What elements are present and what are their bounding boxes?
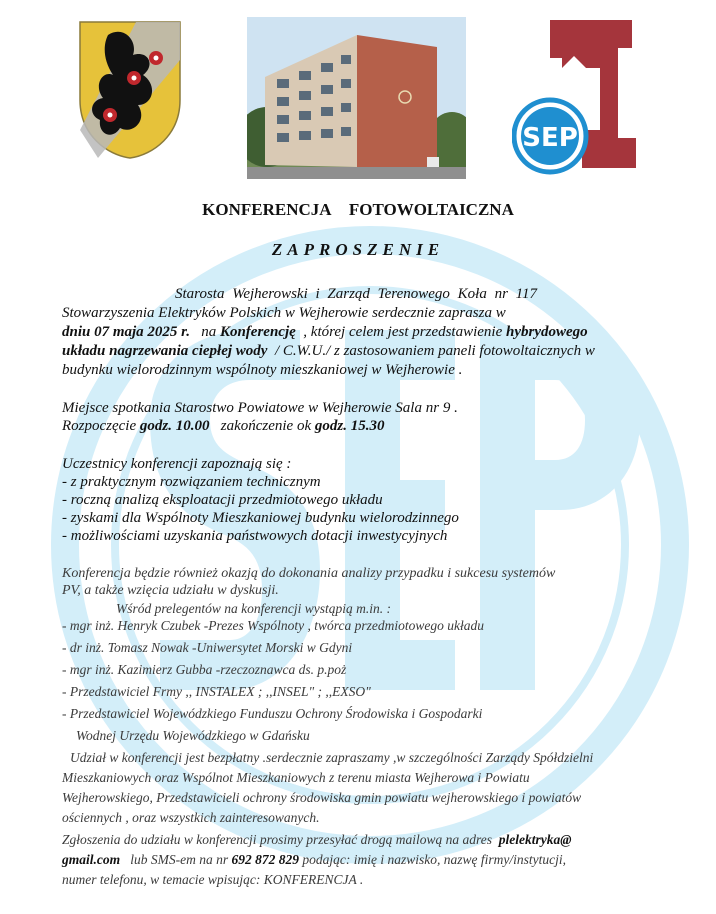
speaker-item: - Przedstawiciel Frmy ,, INSTALEX ; ,,INSEL" ; ,,EXSO": [62, 684, 371, 699]
registration-line-3: numer telefonu, w temacie wpisując: KONFERENCJA .: [62, 872, 364, 887]
intro-heating: agrzewania ciepłej wody: [117, 343, 268, 359]
intro-uklad: układu n: [62, 343, 118, 359]
apartment-building-photo: [247, 17, 466, 179]
speaker-item: - mgr inż. Henryk Czubek -Prezes Wspólnoty , twórca przedmiotowego układu: [62, 618, 484, 633]
speaker-item: - dr inż. Tomasz Nowak -Uniwersytet Morski w Gdyni: [62, 640, 353, 655]
phone-number: 692 872 829: [231, 852, 299, 867]
intro-purpose: , której celem jest przedstawienie: [303, 324, 503, 340]
meeting-time: [62, 418, 384, 435]
topic-item: - roczną analizą eksploatacji przedmiotowego układu: [62, 492, 383, 508]
speaker-item: - mgr inż. Kazimierz Gubba -rzeczoznawca ds. p.poż: [62, 662, 347, 677]
intro-line-1: Starosta Wejherowski i Zarząd Terenowego Koła nr 117: [175, 286, 538, 302]
intro-konferencja: Konferencję: [219, 324, 296, 340]
meeting-place: Miejsce spotkania Starostwo Powiatowe w Wejherowie Sala nr 9 .: [62, 400, 458, 416]
conference-date: dniu 07 maja 2025 r.: [62, 324, 190, 340]
topic-item: - z praktycznym rozwiązaniem technicznym: [62, 474, 321, 490]
speakers-intro: Wśród prelegentów na konferencji wystąpią m.in. :: [116, 601, 391, 616]
speaker-item: - Przedstawiciel Wojewódzkiego Funduszu Ochrony Środowiska i Gospodarki: [62, 706, 483, 721]
intro-cwu: / C.W.U./ z zastosowaniem paneli fotowoltaicznych w: [274, 343, 595, 359]
sms-label: lub SMS-em na nr: [130, 852, 229, 867]
speaker-item: Wodnej Urzędu Wojewódzkiego w Gdańsku: [76, 728, 310, 743]
start-time: godz. 10.00: [139, 418, 210, 434]
end-time: godz. 15.30: [314, 418, 385, 434]
topic-item: - zyskami dla Wspólnoty Mieszkaniowej budynku wielorodzinnego: [62, 510, 459, 526]
intro-hybrid: hybrydowego: [506, 324, 588, 340]
registration-text: Zgłoszenia do udziału w konferencji prosimy przesyłać drogą mailową na adres: [62, 832, 492, 847]
analysis-line-2: PV, a także wzięcia udziału w dyskusji.: [62, 583, 279, 598]
intro-line-5: budynku wielorodzinnym wspólnoty mieszkaniowej w Wejherowie .: [62, 362, 463, 378]
participation-line-3: Wejherowskiego, Przedstawicieli ochrony środowiska gmin powiatu wejherowskiego i powiatów: [62, 790, 582, 805]
analysis-line-1: Konferencja będzie również okazją do dokonania analizy przypadku i sukcesu systemów: [62, 566, 556, 581]
start-label: Rozpoczęcie: [62, 418, 137, 434]
topic-item: - możliwościami uzyskania państwowych dotacji inwestycyjnych: [62, 528, 448, 544]
participation-line-1: Udział w konferencji jest bezpłatny .serdecznie zapraszamy ,w szczególności Zarządy Spółdzielni: [70, 750, 594, 765]
topics-intro: Uczestnicy konferencji zapoznają się :: [62, 456, 292, 472]
email-link-part1[interactable]: plelektryka@: [498, 832, 572, 847]
end-label: zakończenie ok: [220, 418, 312, 434]
email-link-part2[interactable]: gmail.com: [62, 852, 121, 867]
registration-line-1: [62, 832, 571, 848]
intro-line-4: [62, 343, 595, 360]
participation-line-4: ościennych , oraz wszystkich zainteresowanych.: [62, 810, 320, 825]
sep-logo-icon: [512, 18, 636, 176]
registration-line-2: [62, 852, 566, 868]
registration-details: podając: imię i nazwisko, nazwę firmy/instytucji,: [302, 852, 566, 867]
invitation-heading: ZAPROSZENIE: [271, 240, 445, 259]
intro-na: na: [201, 324, 217, 340]
page-title: KONFERENCJA FOTOWOLTAICZNA: [202, 200, 514, 219]
griffin-coat-of-arms-icon: [78, 20, 182, 160]
sep-logo-text: SEP: [522, 123, 578, 153]
intro-line-3: [62, 324, 588, 341]
intro-line-2: Stowarzyszenia Elektryków Polskich w Wejherowie serdecznie zaprasza w: [62, 305, 506, 321]
participation-line-2: Mieszkaniowych oraz Wspólnot Mieszkaniowych z terenu miasta Wejherowa i Powiatu: [62, 770, 530, 785]
